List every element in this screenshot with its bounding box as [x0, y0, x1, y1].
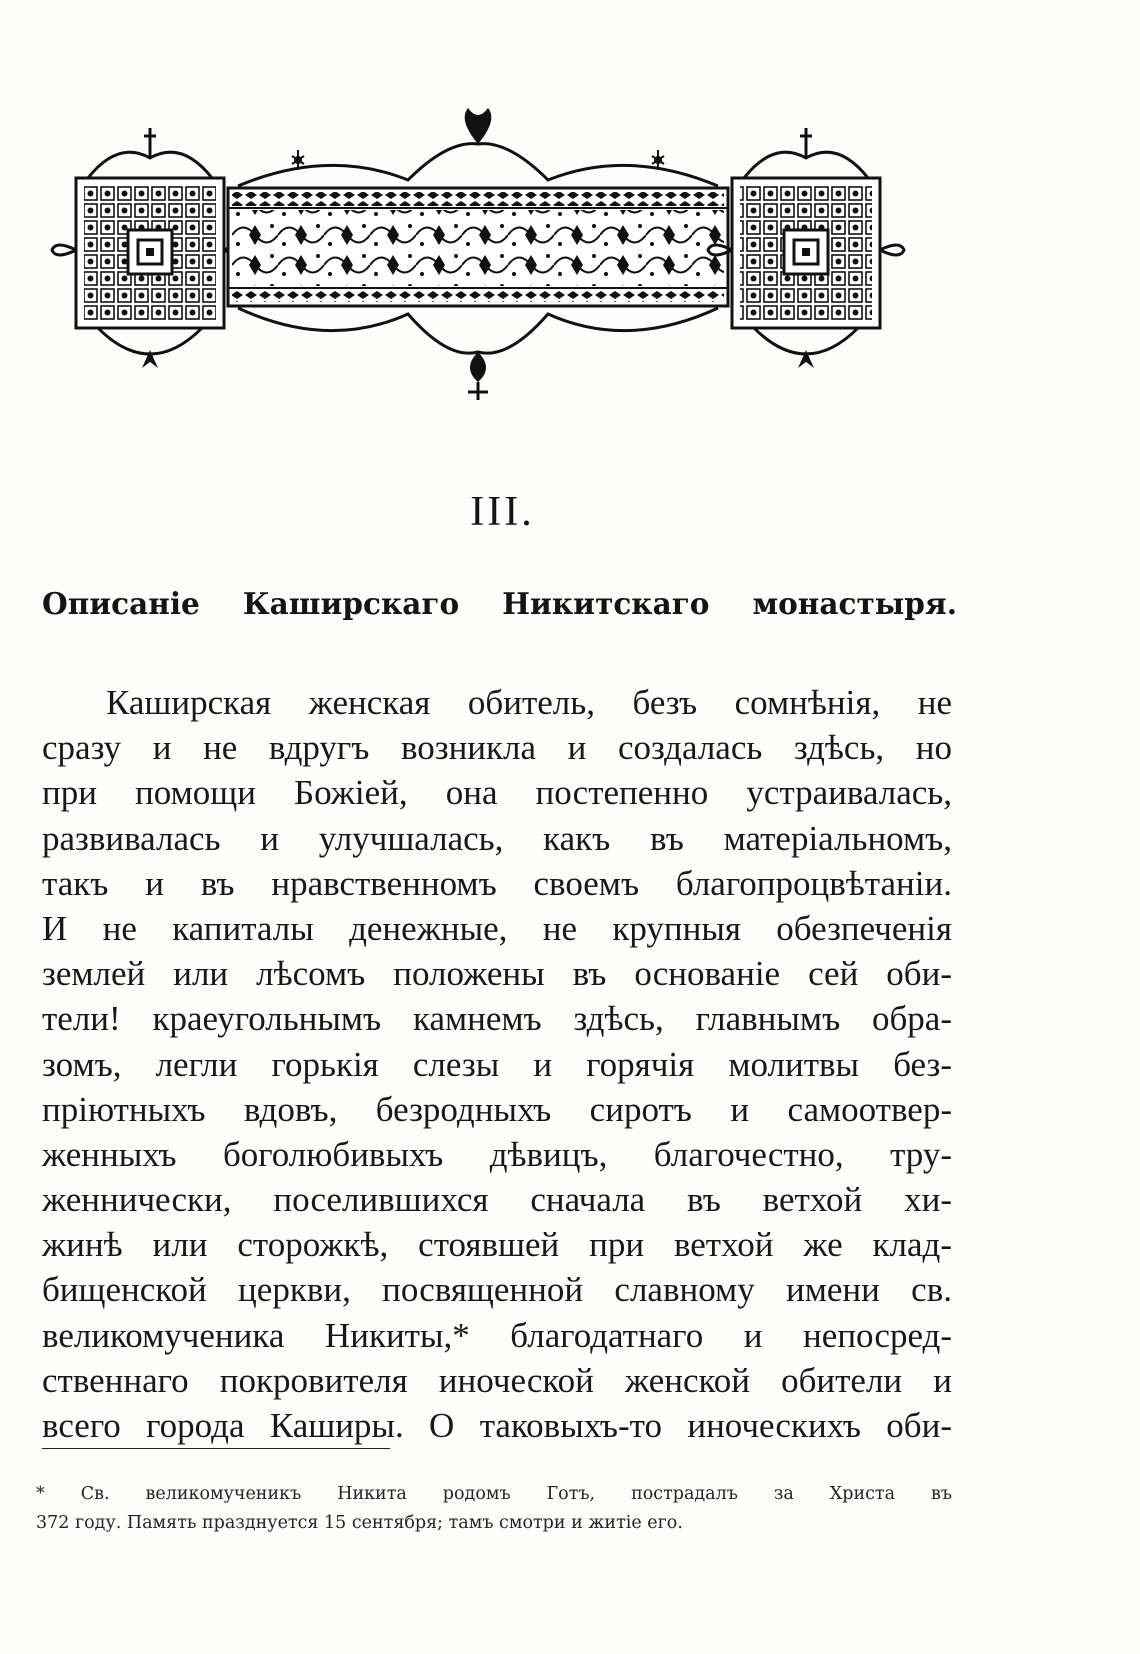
body-line: зомъ, легли горькія слезы и горячія молитвы без-: [42, 1044, 952, 1084]
body-line: женныхъ боголюбивыхъ дѣвицъ, благочестно, тру-: [42, 1134, 952, 1174]
body-line: бищенской церкви, посвященной славному имени св.: [42, 1270, 952, 1310]
body-paragraph: [42, 680, 952, 1448]
ornamental-headpiece: [48, 100, 958, 420]
central-ornament-band: [228, 108, 728, 400]
body-line: пріютныхъ вдовъ, безродныхъ сиротъ и самоотвер-: [42, 1089, 952, 1129]
footnote-separator: [42, 1448, 390, 1449]
left-ornament-block: [52, 128, 248, 368]
body-line: И не капиталы денежные, не крупныя обезпеченія: [42, 908, 952, 948]
body-line: великомученика Никиты,* благодатнаго и непосред-: [42, 1315, 952, 1355]
body-line: землей или лѣсомъ положены въ основаніе сей оби-: [42, 954, 952, 994]
chapter-title: Описаніе Каширскаго Никитскаго монастыря.: [42, 586, 957, 621]
body-line: Каширская женская обитель, безъ сомнѣнія, не: [106, 683, 952, 722]
right-ornament-block: [708, 128, 904, 368]
chapter-number: III.: [470, 489, 535, 535]
footnote-line: 372 году. Память празднуется 15 сентября; тамъ смотри и житіе его.: [36, 1513, 683, 1533]
body-line: сразу и не вдругъ возникла и создалась здѣсь, но: [42, 728, 952, 768]
body-line: развивалась и улучшалась, какъ въ матеріальномъ,: [42, 818, 952, 858]
body-line: ственнаго покровителя иноческой женской обители и: [42, 1360, 952, 1400]
body-line: при помощи Божіей, она постепенно устраивалась,: [42, 773, 952, 813]
footnote: [36, 1480, 952, 1538]
body-line: тели! краеугольнымъ камнемъ здѣсь, главнымъ обра-: [42, 999, 952, 1039]
body-line: жинѣ или сторожкѣ, стоявшей при ветхой же клад-: [42, 1225, 952, 1265]
body-line: такъ и въ нравственномъ своемъ благопроцвѣтаніи.: [42, 863, 952, 903]
body-line: всего города Каширы. О таковыхъ-то иноческихъ оби-: [42, 1406, 952, 1445]
footnote-line: * Св. великомученикъ Никита родомъ Готъ, пострадалъ за Христа въ: [36, 1484, 952, 1504]
body-line: женнически, поселившихся сначала въ ветхой хи-: [42, 1180, 952, 1220]
